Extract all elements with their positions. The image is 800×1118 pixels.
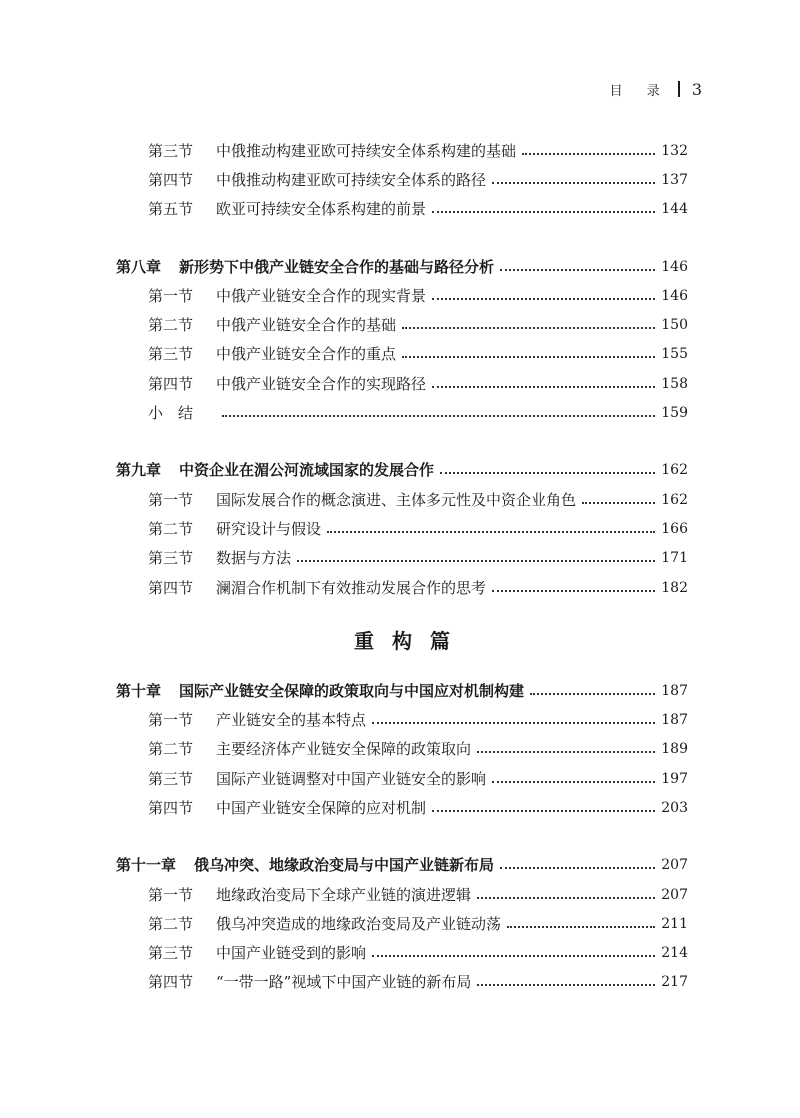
toc-section[interactable] (116, 340, 688, 369)
dot-leader (500, 867, 655, 869)
chapter-page: 207 (661, 857, 688, 874)
dot-leader (477, 897, 655, 899)
toc-section[interactable] (116, 909, 688, 938)
spacer (116, 224, 688, 252)
chapter-title: 中资企业在湄公河流域国家的发展合作 (179, 461, 435, 480)
dot-leader (327, 531, 655, 533)
dot-leader (530, 693, 655, 695)
section-page: 162 (661, 491, 688, 508)
section-number: 第二节 (148, 914, 194, 933)
chapter-title: 俄乌冲突、地缘政治变局与中国产业链新布局 (194, 856, 495, 875)
dot-leader (372, 955, 655, 957)
dot-leader (522, 153, 655, 155)
toc-section[interactable] (116, 793, 688, 822)
dot-leader (440, 472, 655, 474)
section-title: 研究设计与假设 (216, 519, 322, 538)
section-number: 第一节 (148, 885, 194, 904)
toc-chapter[interactable] (116, 456, 688, 485)
toc-section[interactable] (116, 165, 688, 194)
toc-section[interactable] (116, 195, 688, 224)
toc-section-summary[interactable] (116, 398, 688, 427)
section-page: 150 (661, 317, 688, 334)
toc-section[interactable] (116, 369, 688, 398)
chapter-title: 国际产业链安全保障的政策取向与中国应对机制构建 (179, 681, 525, 700)
chapter-page: 162 (661, 462, 688, 479)
section-page: 189 (661, 741, 688, 758)
chapter-page: 187 (661, 682, 688, 699)
running-head (610, 78, 702, 100)
dot-leader (402, 356, 655, 358)
dot-leader (372, 722, 655, 724)
running-head-label: 目 录 (609, 83, 670, 99)
section-number: 第二节 (148, 316, 194, 335)
toc-section[interactable] (116, 544, 688, 573)
section-title: 中国产业链受到的影响 (216, 944, 367, 963)
toc-section[interactable] (116, 735, 688, 764)
running-head-divider (678, 81, 680, 97)
dot-leader (432, 211, 655, 213)
section-number: 第一节 (148, 711, 194, 730)
toc-section[interactable] (116, 764, 688, 793)
section-number: 第四节 (148, 973, 194, 992)
section-title: 中俄产业链安全合作的实现路径 (216, 374, 427, 393)
toc-section[interactable] (116, 485, 688, 514)
section-title: 中国产业链安全保障的应对机制 (216, 798, 427, 817)
section-title: 国际发展合作的概念演进、主体多元性及中资企业角色 (216, 490, 577, 509)
section-title: 中俄产业链安全合作的重点 (216, 345, 397, 364)
chapter-title: 新形势下中俄产业链安全合作的基础与路径分析 (179, 257, 495, 276)
section-page: 146 (661, 287, 688, 304)
dot-leader (492, 590, 655, 592)
section-title: 俄乌冲突造成的地缘政治变局及产业链动荡 (216, 914, 502, 933)
toc-section[interactable] (116, 136, 688, 165)
dot-leader (507, 926, 655, 928)
section-number: 第五节 (148, 200, 194, 219)
section-title: 中俄产业链安全合作的基础 (216, 316, 397, 335)
chapter-page: 146 (661, 258, 688, 275)
section-title: “一带一路”视域下中国产业链的新布局 (216, 973, 472, 992)
section-number: 第三节 (148, 769, 194, 788)
dot-leader (582, 502, 655, 504)
section-page: 214 (661, 945, 688, 962)
toc-section[interactable] (116, 705, 688, 734)
section-number: 第四节 (148, 798, 194, 817)
section-page: 211 (661, 915, 688, 932)
table-of-contents (116, 136, 688, 997)
section-number: 第一节 (148, 286, 194, 305)
section-title: 地缘政治变局下全球产业链的演进逻辑 (216, 885, 472, 904)
section-title: 中俄产业链安全合作的现实背景 (216, 286, 427, 305)
section-number: 第三节 (148, 549, 194, 568)
section-page: 182 (661, 579, 688, 596)
toc-section[interactable] (116, 310, 688, 339)
section-title: 主要经济体产业链安全保障的政策取向 (216, 740, 472, 759)
section-title: 澜湄合作机制下有效推动发展合作的思考 (216, 578, 487, 597)
toc-section[interactable] (116, 880, 688, 909)
chapter-number: 第九章 (116, 461, 162, 480)
dot-leader (500, 269, 655, 271)
section-number: 第二节 (148, 519, 194, 538)
section-title: 数据与方法 (216, 549, 292, 568)
section-page: 155 (661, 346, 688, 363)
section-page: 217 (661, 974, 688, 991)
section-number: 第二节 (148, 740, 194, 759)
section-title: 国际产业链调整对中国产业链安全的影响 (216, 769, 487, 788)
dot-leader (477, 984, 655, 986)
section-page: 144 (661, 201, 688, 218)
section-number: 第一节 (148, 490, 194, 509)
toc-section[interactable] (116, 968, 688, 997)
section-number: 第四节 (148, 374, 194, 393)
section-page: 207 (661, 886, 688, 903)
section-page: 203 (661, 799, 688, 816)
section-page: 197 (661, 770, 688, 787)
section-page: 166 (661, 520, 688, 537)
section-page: 171 (661, 550, 688, 567)
section-number: 第四节 (148, 170, 194, 189)
chapter-number: 第八章 (116, 257, 162, 276)
toc-section[interactable] (116, 573, 688, 602)
section-number: 第三节 (148, 944, 194, 963)
toc-chapter[interactable] (116, 252, 688, 281)
dot-leader (432, 298, 655, 300)
section-number: 小结 (148, 404, 209, 423)
section-number: 第四节 (148, 578, 194, 597)
dot-leader (402, 327, 655, 329)
toc-chapter[interactable] (116, 676, 688, 705)
section-number: 第三节 (148, 141, 194, 160)
dot-leader (492, 182, 655, 184)
section-title: 欧亚可持续安全体系构建的前景 (216, 200, 427, 219)
dot-leader (477, 751, 655, 753)
section-page: 137 (661, 171, 688, 188)
dot-leader (432, 386, 655, 388)
section-number: 第三节 (148, 345, 194, 364)
chapter-number: 第十一章 (116, 856, 177, 875)
section-page: 158 (661, 375, 688, 392)
toc-section[interactable] (116, 514, 688, 543)
toc-section[interactable] (116, 939, 688, 968)
section-title: 产业链安全的基本特点 (216, 711, 367, 730)
section-page: 132 (661, 142, 688, 159)
dot-leader (297, 560, 655, 562)
section-page: 187 (661, 712, 688, 729)
page-number: 3 (691, 79, 702, 99)
toc-chapter[interactable] (116, 851, 688, 880)
chapter-number: 第十章 (116, 681, 162, 700)
section-title: 中俄推动构建亚欧可持续安全体系构建的基础 (216, 141, 517, 160)
part-title: 重构篇 (354, 628, 468, 653)
section-title: 中俄推动构建亚欧可持续安全体系的路径 (216, 170, 487, 189)
dot-leader (492, 781, 655, 783)
dot-leader (222, 415, 655, 417)
toc-section[interactable] (116, 281, 688, 310)
spacer (116, 823, 688, 851)
section-page: 159 (661, 405, 688, 422)
spacer (116, 428, 688, 456)
dot-leader (432, 810, 655, 812)
